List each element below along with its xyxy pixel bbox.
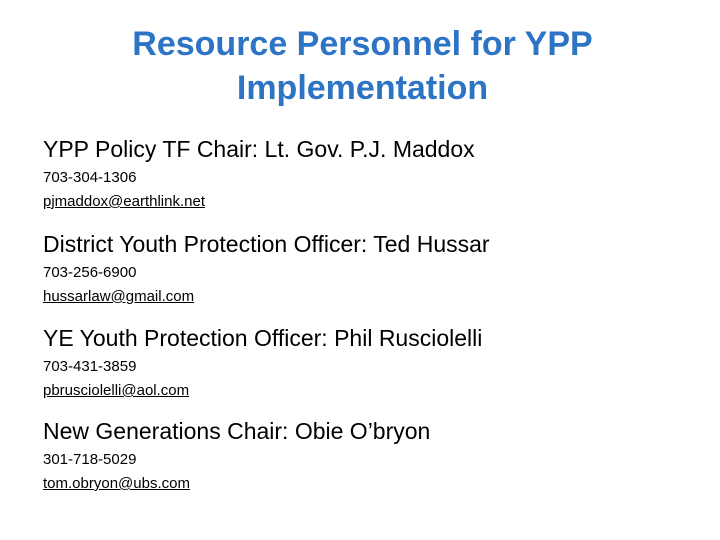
contact-email-link[interactable]: tom.obryon@ubs.com [43, 475, 190, 492]
contact-new-generations-chair [43, 417, 703, 493]
contact-ypp-policy-chair [43, 135, 703, 211]
contact-email-link[interactable]: pjmaddox@earthlink.net [43, 193, 205, 210]
contact-district-ypo [43, 230, 703, 306]
slide-title [60, 22, 665, 110]
contact-phone: 703-431-3859 [43, 358, 137, 375]
contact-role: New Generations Chair: Obie O’bryon [43, 418, 431, 444]
contact-email-link[interactable]: pbrusciolelli@aol.com [43, 382, 190, 399]
contact-role: YE Youth Protection Officer: Phil Rusciolelli [43, 325, 483, 351]
contact-email-link[interactable]: hussarlaw@gmail.com [43, 288, 195, 305]
contact-phone: 301-718-5029 [43, 451, 137, 468]
contact-role: District Youth Protection Officer: Ted Hussar [43, 231, 490, 257]
contact-phone: 703-304-1306 [43, 169, 137, 186]
contact-role: YPP Policy TF Chair: Lt. Gov. P.J. Maddox [43, 136, 475, 162]
contact-ye-ypo [43, 324, 703, 400]
slide-title-line-1: Resource Personnel for YPP [132, 25, 593, 63]
slide-title-line-2: Implementation [236, 69, 489, 107]
contact-phone: 703-256-6900 [43, 264, 137, 281]
